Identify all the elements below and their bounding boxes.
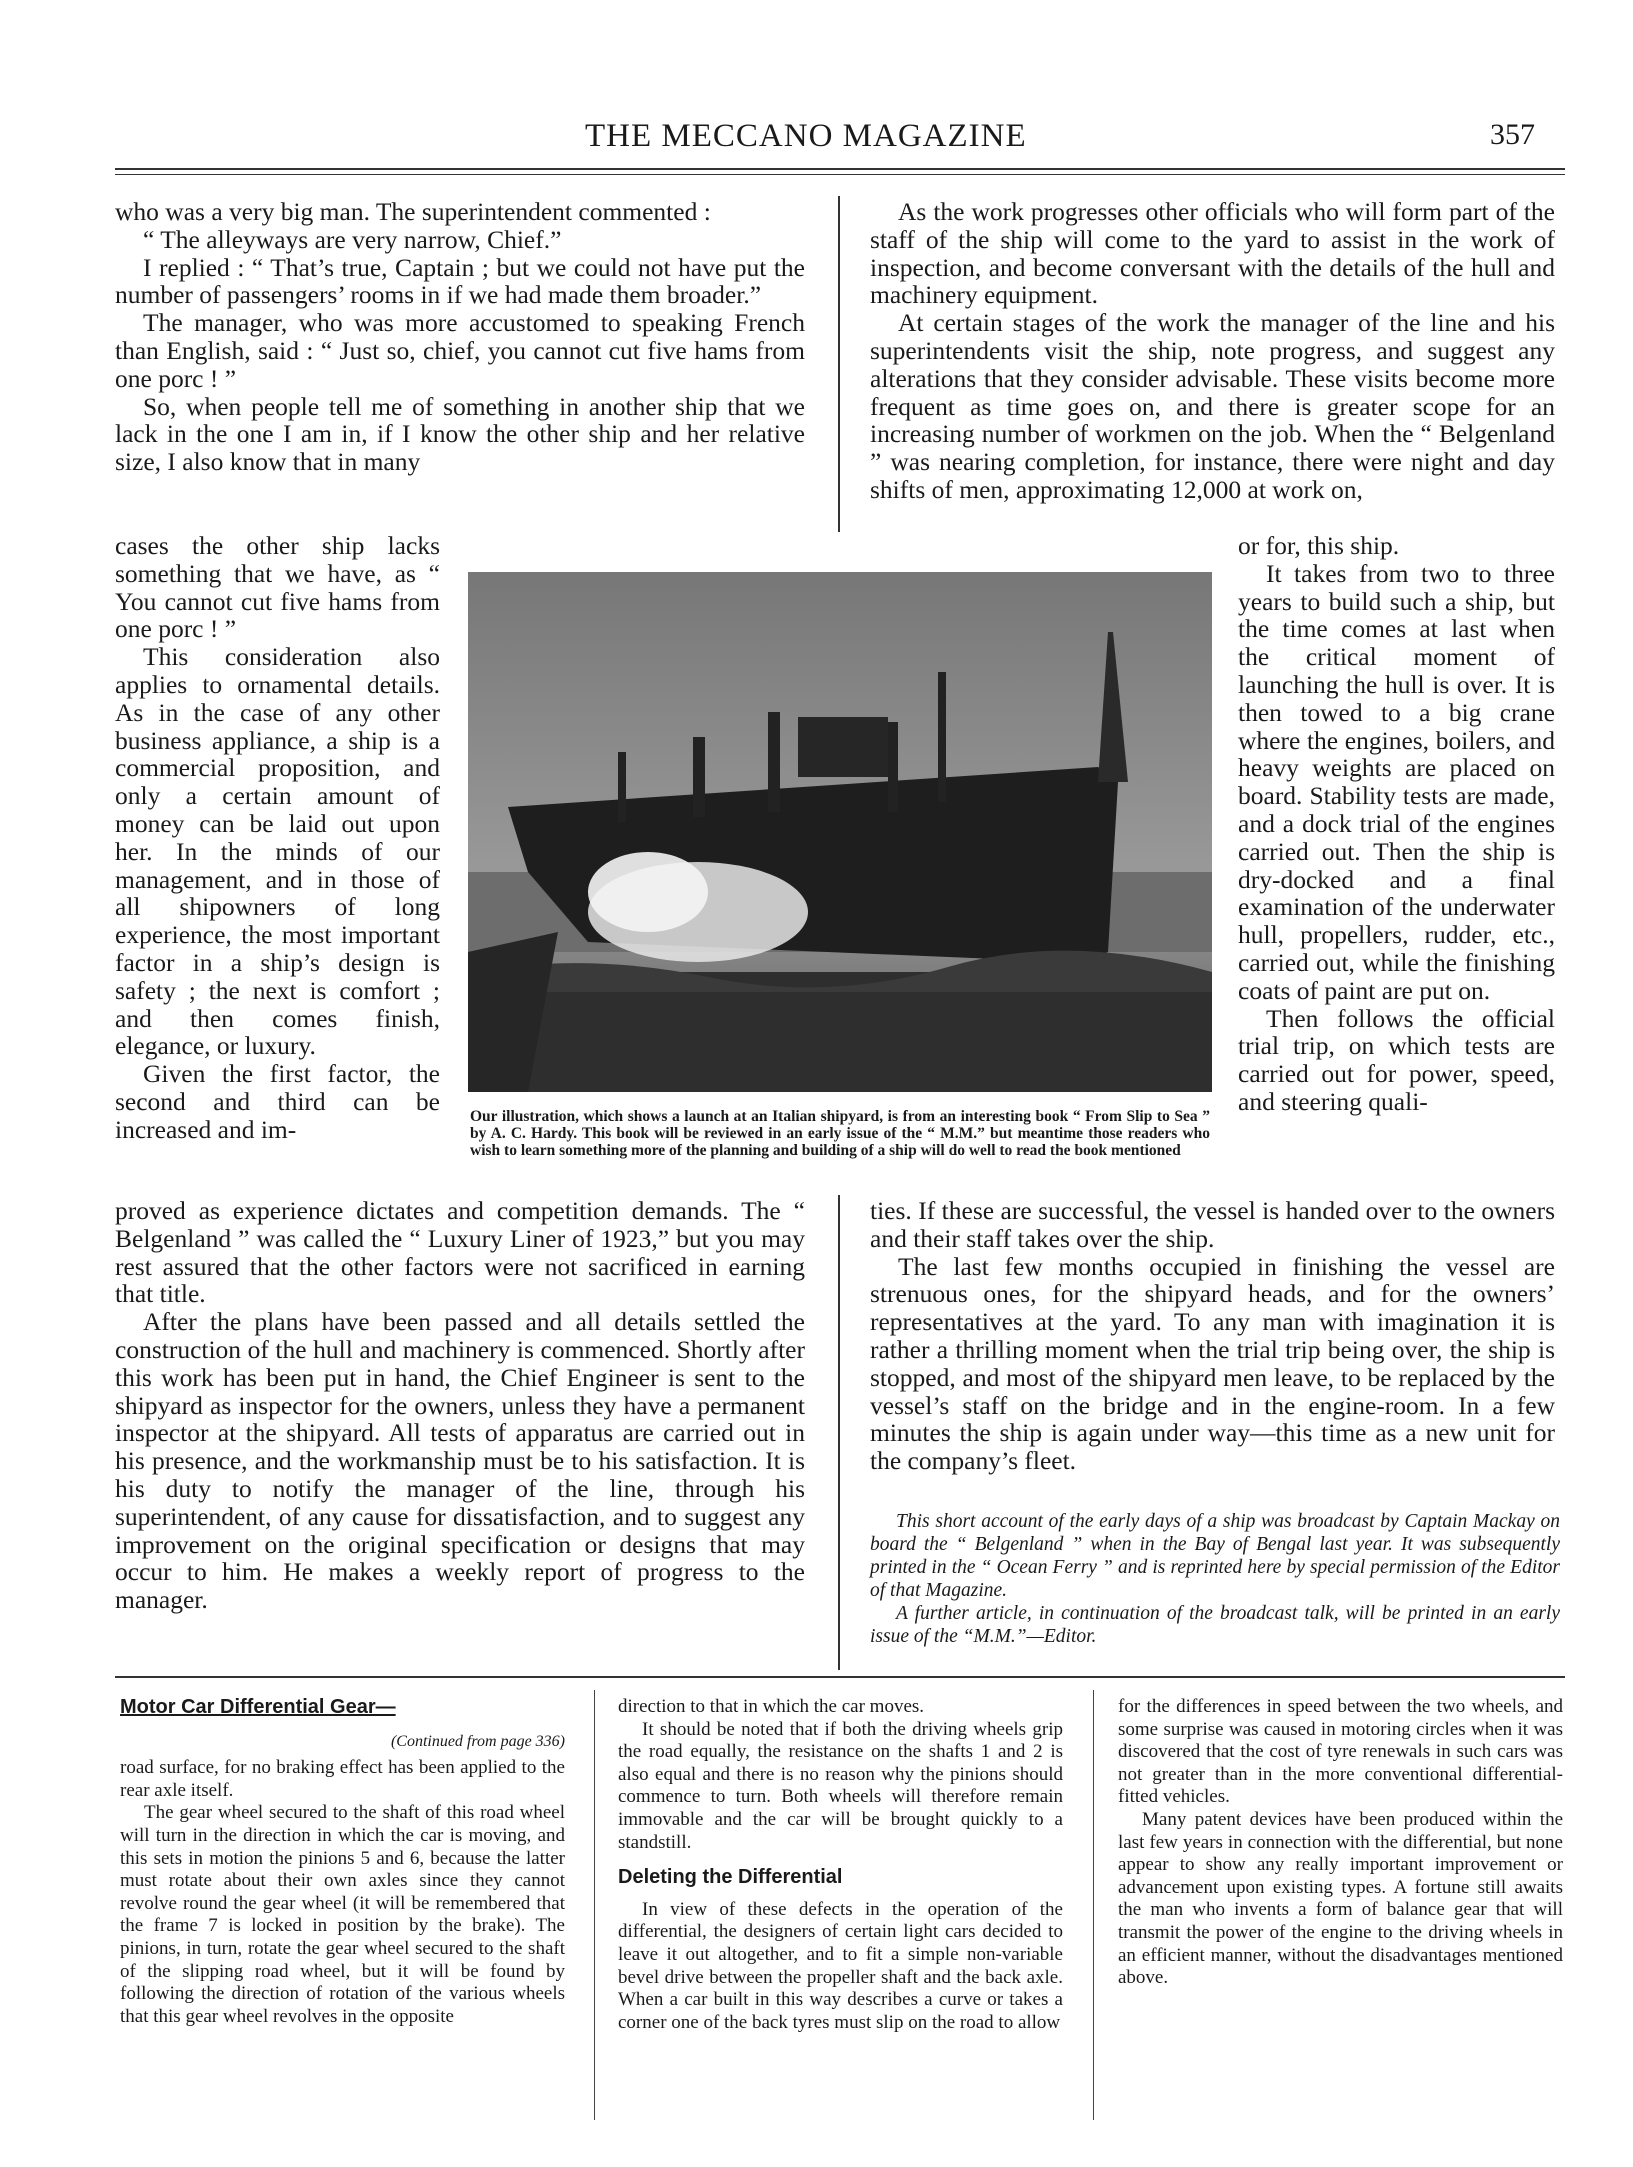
paragraph: The last few months occupied in finishing the vessel are strenuous ones, for the shipyard heads, and for the owners’ representatives at the yard. To any man with imagination it is rather a thrilling moment when the trial trip being over, the ship is stopped, and most of the shipyard men leave, to be replaced by the vessel’s staff on the bridge and in the engine-room. In a few minutes the ship is again under way—this time as a new unit for the company’s fleet. [870,1251,1555,1476]
left-column-bottom [115,1197,805,1614]
paragraph: The manager, who was more accustomed to speaking French than English, said : “ Just so, chief, you cannot cut five hams from one porc ! ” [115,308,805,393]
article-heading: Motor Car Differential Gear— [120,1696,396,1718]
lower-section-rule [115,1676,1565,1678]
editor-note-paragraph: A further article, in continuation of the broadcast talk, will be printed in an early issue of the “M.M.”—Editor. [870,1603,1560,1647]
lower-column-1 [120,1696,565,2028]
paragraph: Many patent devices have been produced within the last few years in connection with the differential, but none appear to show any really important improvement or advancement upon existing types. A fortune still awaits the man who invents a form of balance gear that will transmit the power of the engine to the driving wheels in an efficient manner, without the disadvantages mentioned above. [1118,1808,1563,1989]
lower-column-rule-1 [594,1690,595,2120]
column-rule-bottom [838,1195,840,1670]
paragraph: direction to that in which the car moves. [618,1696,925,1717]
paragraph: or for, this ship. [1238,531,1400,560]
paragraph: The gear wheel secured to the shaft of this road wheel will turn in the direction in which the car is moving, and this sets in motion the pinions 5 and 6, because the latter must rotate about their own axles since they cannot revolve round the gear wheel (it will be remembered that the frame 7 is locked in position by the brake). The pinions, in turn, rotate the gear wheel secured to the shaft of the slipping road wheel, but it will be found by following the direction of rotation of the various wheels that this gear wheel revolves in the opposite [120,1802,565,2027]
right-column-top [870,198,1555,504]
paragraph: “ The alleyways are very narrow, Chief.” [143,224,562,254]
paragraph: road surface, for no braking effect has been applied to the rear axle itself. [120,1757,565,1801]
photo-caption: Our illustration, which shows a launch at an Italian shipyard, is from an interesting book “ From Slip to Sea ” by A. C. Hardy. This book will be reviewed in an early issue of the “ M.M.” but meantime those readers who wish to learn something more of the planning and building of a ship will do well to read the book mentioned [470,1108,1210,1159]
paragraph: So, when people tell me of something in another ship that we lack in the one I am in, if I know the other ship and her relative size, I also know that in many [115,391,805,477]
left-column-top [115,198,805,476]
ship-launch-photo [468,572,1212,1092]
paragraph: After the plans have been passed and all details settled the construction of the hull and machinery is commenced. Shortly after this work has been put in hand, the Chief Engineer is sent to the shipyard as inspector for the owners, unless they have a permanent inspector at the shipyard. All tests of apparatus are carried out in his presence, and the workmanship must be to his satisfaction. It is his duty to notify the manager of the line, through his superintendent, of any cause for dissatisfaction, and to suggest any improvement on the original specification or designs that may occur to him. He makes a weekly report of progress to the manager. [115,1307,805,1615]
continued-note: (Continued from page 336) [390,1732,565,1750]
paragraph: who was a very big man. The superintendent commented : [115,197,711,226]
header-rule-thin [115,174,1565,175]
editor-note [870,1510,1560,1648]
editor-note-paragraph: This short account of the early days of a ship was broadcast by Captain Mackay on board the “ Belgenland ” when in the Bay of Bengal last year. It was subsequently printed in the “ Ocean Ferry ” and is reprinted here by special permission of the Editor of that Magazine. [870,1511,1560,1601]
paragraph: It takes from two to three years to build such a ship, but the time comes at last when the critical moment of launching the hull is over. It is then towed to a big crane where the engines, boilers, and heavy weights are placed on board. Stability tests are made, and a dock trial of the engines carried out. Then the ship is dry-docked and a final examination of the underwater hull, propellers, rudder, etc., carried out, while the finishing coats of paint are put on. [1238,558,1555,1005]
page-number: 357 [1490,118,1535,151]
paragraph: I replied : “ That’s true, Captain ; but we could not have put the number of passengers’ rooms in if we had made them broader.” [115,252,805,310]
ship-launch-illustration [468,572,1212,1092]
header-rule [115,168,1565,170]
left-column-narrow [115,532,440,1144]
paragraph: This consideration also applies to ornamental details. As in the case of any other business appliance, a ship is a commercial proposition, and only a certain amount of money can be laid out upon her. In the minds of our management, and in those of all shipowners of long experience, the most important factor in a ship’s design is safety ; the next is comfort ; and then comes finish, elegance, or luxury. [115,642,440,1061]
magazine-title: THE MECCANO MAGAZINE [585,118,1027,154]
paragraph: As the work progresses other officials who will form part of the staff of the ship will come to the yard to assist in the work of inspection, and become conversant with the details of the hull and machinery equipment. [870,197,1555,310]
paragraph: proved as experience dictates and competition demands. The “ Belgenland ” was called the “ Luxury Liner of 1923,” but you may rest assured that the other factors were not sacrificed in earning that title. [115,1196,805,1309]
subheading: Deleting the Differential [618,1866,843,1889]
paragraph: for the differences in speed between the two wheels, and some surprise was caused in motoring circles when it was discovered that the cost of tyre renewals in such cars was not greater than in the more conventional differential-fitted vehicles. [1118,1696,1563,1808]
paragraph: Then follows the official trial trip, on which tests are carried out for power, speed, and steering quali- [1238,1003,1555,1116]
paragraph: In view of these defects in the operation of the differential, the designers of certain light cars decided to leave it out altogether, and to fit a simple non-variable bevel drive between the propeller shaft and the back axle. When a car built in this way describes a curve or takes a corner one of the back tyres must slip on the road to allow [618,1898,1063,2033]
page-header [115,118,1565,170]
lower-column-3 [1118,1696,1563,1990]
right-column-narrow [1238,532,1555,1116]
paragraph: cases the other ship lacks something that we have, as “ You cannot cut five hams from one porc ! ” [115,531,440,644]
column-rule-top [838,196,840,532]
lower-column-rule-2 [1093,1690,1094,2120]
paragraph: Given the first factor, the second and third can be increased and im- [115,1059,440,1144]
paragraph: ties. If these are successful, the vessel is handed over to the owners and their staff takes over the ship. [870,1196,1555,1253]
lower-column-2 [618,1696,1063,2034]
right-column-bottom [870,1197,1555,1475]
paragraph: It should be noted that if both the driving wheels grip the road equally, the resistance on the shafts 1 and 2 is also equal and there is no reason why the pinions should commence to turn. Both wheels will therefore remain immovable and the car will be brought quickly to a standstill. [618,1718,1063,1853]
paragraph: At certain stages of the work the manager of the line and his superintendents visit the ship, note progress, and suggest any alterations that they consider advisable. These visits become more frequent as time goes on, and there is greater scope for an increasing number of workmen on the job. When the “ Belgenland ” was nearing completion, for instance, there were night and day shifts of men, approximating 12,000 at work on, [870,308,1555,504]
